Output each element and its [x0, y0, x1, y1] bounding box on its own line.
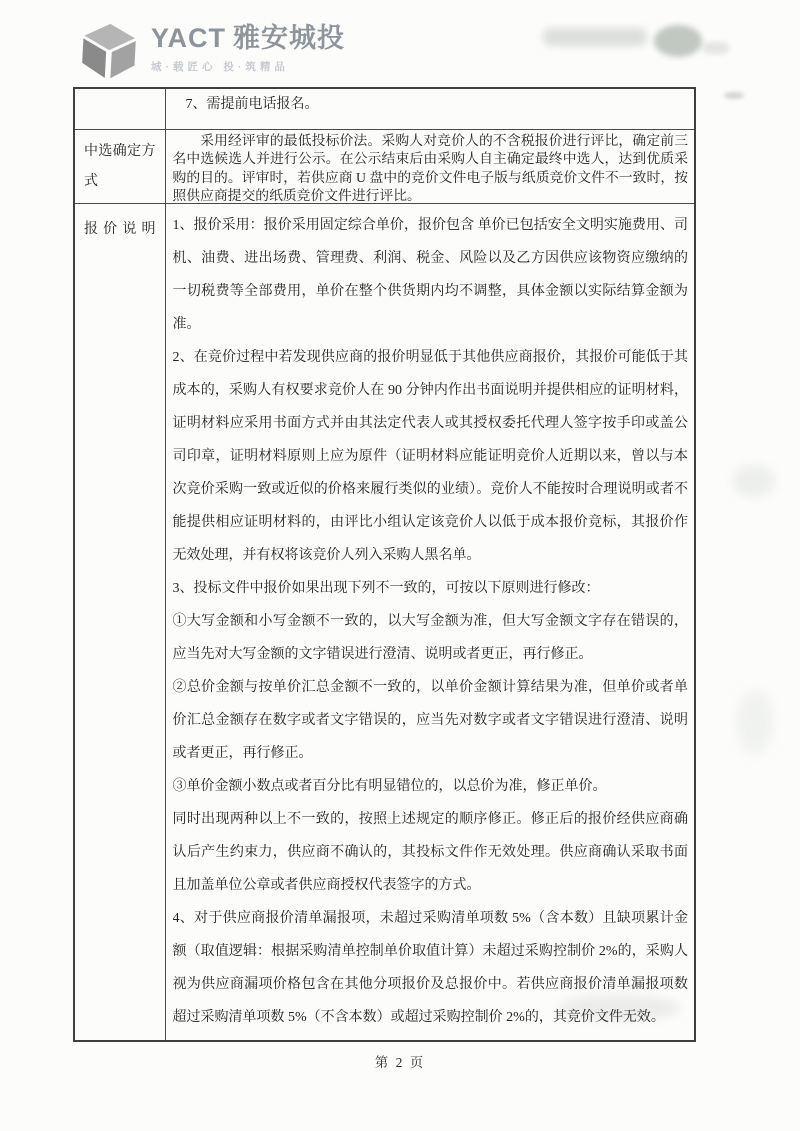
row-header: 报价说明 — [74, 204, 165, 1042]
brand-cn: 雅安城投 — [233, 23, 346, 53]
row-content-box — [173, 89, 689, 129]
scan-artifact — [724, 92, 744, 99]
paragraph: 3、投标文件中报价如果出现下列不一致的，可按以下原则进行修改： — [172, 581, 600, 596]
paragraph: ③单价金额小数点或者百分比有明显错位的，以总价为准，修正单价。 — [172, 779, 607, 794]
paragraph: 7、需提前电话报名。 — [185, 97, 319, 112]
scan-artifact — [543, 28, 647, 46]
row-content — [165, 130, 695, 204]
paragraph: 2、在竞价过程中若发现供应商的报价明显低于其他供应商报价，其报价可能低于其成本的，采购人有权要求竞价人在 90 分钟内作出书面说明并提供相应的证明材料，证明材料应采用书面方式并由其法定代表人或其授权委托代理人签字按手印或盖公司印章，证明材料原则上应为原件（证明材料应能证明竞价人近期以来，曾以与本次竞价采购一致或近似的价格来履行类似的业绩）。竞价人不能按时合理说明或者不能提供相应证明材料的，由评比小组认定该竞价人以低于成本报价竞标，其报价作无效处理，并有权将该竞价人列入采购人黑名单。 — [172, 350, 688, 563]
table-row — [74, 130, 695, 204]
document-table — [73, 87, 696, 1042]
page-number: 第 2 页 — [374, 1055, 426, 1070]
paragraph: ②总价金额与按单价汇总金额不一致的，以单价金额计算结果为准，但单价或者单价汇总金额存在数字或者文字错误的，应当先对数字或者文字错误进行澄清、说明或者更正，再行修正。 — [172, 680, 688, 761]
row-content — [165, 204, 695, 1042]
scan-artifact — [702, 42, 730, 54]
row-header: 中选确定方式 — [74, 130, 165, 204]
paragraph: 同时出现两种以上不一致的，按照上述规定的顺序修正。修正后的报价经供应商确认后产生约束力，供应商不确认的，其投标文件作无效处理。供应商确认采取书面且加盖单位公章或者供应商授权代表签字的方式。 — [172, 812, 688, 893]
row-content-box — [173, 204, 689, 1040]
scan-artifact — [733, 465, 775, 497]
row-content — [165, 88, 695, 130]
scan-artifact — [654, 25, 702, 57]
brand-name — [151, 25, 345, 52]
logo-text — [151, 22, 345, 74]
scan-artifact — [737, 690, 773, 754]
table-row — [74, 88, 695, 130]
paragraph: 1、报价采用：报价采用固定综合单价，报价包含 单价已包括安全文明实施费用、司机、油费、进出场费、管理费、利润、税金、风险以及乙方因供应该物资应缴纳的一切税费等全部费用，单价在整个供货期内均不调整，具体金额以实际结算金额为准。 — [172, 218, 688, 332]
logo-cube-icon — [77, 20, 142, 81]
paragraph: 4、对于供应商报价清单漏报项，未超过采购清单项数 5%（含本数）且缺项累计金额（取值逻辑：根据采购清单控制单价取值计算）未超过采购控制价 2%的，采购人视为供应商漏项价格包含在其他分项报价及总报价中。若供应商报价清单漏报项数超过采购清单项数 5%（不含本数）或超过采购控制价 2%的，其竞价文件无效。 — [172, 911, 688, 1025]
logo — [78, 22, 345, 80]
table-row — [74, 204, 695, 1042]
brand-tagline: 城·载匠心 投·筑精品 — [151, 61, 289, 73]
row-content-box — [173, 130, 689, 203]
paragraph: ①大写金额和小写金额不一致的，以大写金额为准，但大写金额文字存在错误的，应当先对大写金额的文字错误进行澄清、说明或者更正，再行修正。 — [172, 614, 688, 662]
row-header — [74, 88, 165, 130]
paragraph: 采用经评审的最低投标价法。采购人对竞价人的不含税报价进行评比，确定前三名中选候选人并进行公示。在公示结束后由采购人自主确定最终中选人，达到优质采购的目的。评审时，若供应商 U 盘中的竞价文件电子版与纸质竞价文件不一致时，按照供应商提交的纸质竞价文件进行评比。 — [172, 133, 688, 203]
brand-en: YACT — [151, 23, 227, 53]
